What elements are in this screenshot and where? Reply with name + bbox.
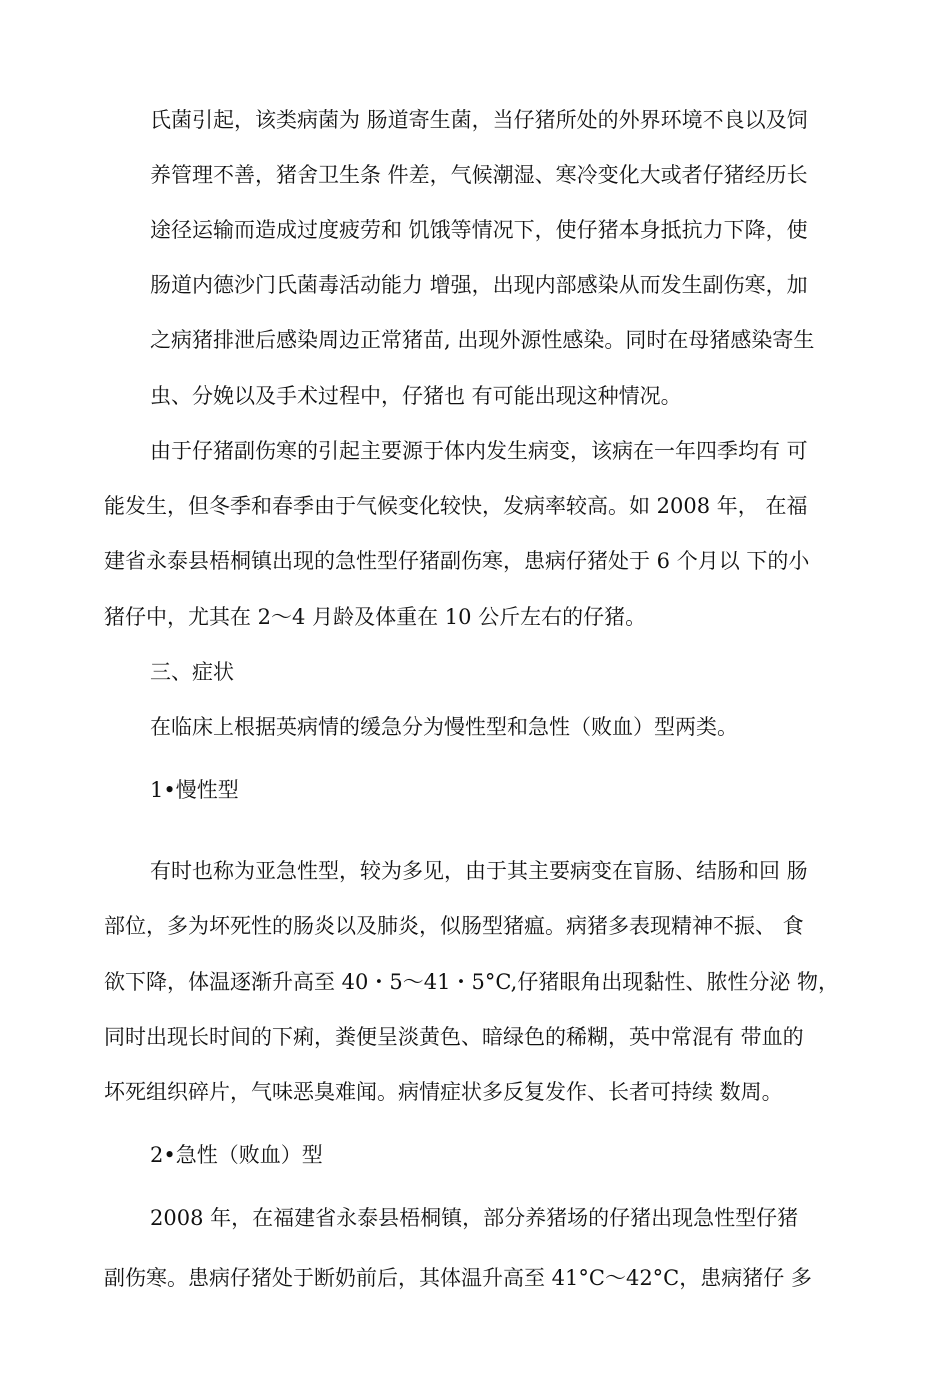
text-line: 之病猪排泄后感染周边正常猪苗, 出现外源性感染。同时在母猪感染寄生 — [150, 328, 815, 352]
text-line: 有时也称为亚急性型，较为多见，由于其主要病变在盲肠、结肠和回 肠 — [150, 859, 808, 883]
subsection-heading: 2•急性（败血）型 — [150, 1143, 323, 1167]
text-line: 建省永泰县梧桐镇出现的急性型仔猪副伤寒，患病仔猪处于 6 个月以 下的小 — [104, 549, 810, 573]
text-line: 在临床上根据英病情的缓急分为慢性型和急性（败血）型两类。 — [150, 715, 738, 739]
text-line: 部位，多为坏死性的肠炎以及肺炎，似肠型猪瘟。病猪多表现精神不振、 食 — [104, 914, 804, 938]
section-heading: 三、症状 — [150, 660, 234, 684]
text-line: 肠道内德沙门氏菌毒活动能力 增强，出现内部感染从而发生副伤寒，加 — [150, 273, 808, 297]
text-line: 虫、分娩以及手术过程中，仔猪也 有可能出现这种情况。 — [150, 384, 682, 408]
text-line: 氏菌引起，该类病菌为 肠道寄生菌，当仔猪所处的外界环境不良以及饲 — [150, 108, 808, 132]
text-line: 同时出现长时间的下痢，粪便呈淡黄色、暗绿色的稀糊，英中常混有 带血的 — [104, 1025, 804, 1049]
text-line: 欲下降，体温逐渐升高至 40・5〜41・5°C,仔猪眼角出现黏性、脓性分泌 物， — [104, 970, 840, 994]
text-line: 坏死组织碎片，气味恶臭难闻。病情症状多反复发作、长者可持续 数周。 — [104, 1080, 783, 1104]
text-line: 能发生，但冬季和春季由于气候变化较快，发病率较高。如 2008 年， 在福 — [104, 494, 808, 518]
text-line: 途径运输而造成过度疲劳和 饥饿等情况下，使仔猪本身抵抗力下降，使 — [150, 218, 808, 242]
subsection-heading: 1•慢性型 — [150, 778, 239, 802]
text-line: 养管理不善，猪舍卫生条 件差，气候潮湿、寒冷变化大或者仔猪经历长 — [150, 163, 808, 187]
text-line: 猪仔中，尤其在 2〜4 月龄及体重在 10 公斤左右的仔猪。 — [104, 605, 647, 629]
text-line: 由于仔猪副伤寒的引起主要源于体内发生病变，该病在一年四季均有 可 — [150, 439, 808, 463]
text-line: 副伤寒。患病仔猪处于断奶前后，其体温升高至 41°C〜42°C，患病猪仔 多 — [104, 1266, 812, 1290]
text-line: 2008 年，在福建省永泰县梧桐镇，部分养猪场的仔猪出现急性型仔猪 — [150, 1206, 799, 1230]
